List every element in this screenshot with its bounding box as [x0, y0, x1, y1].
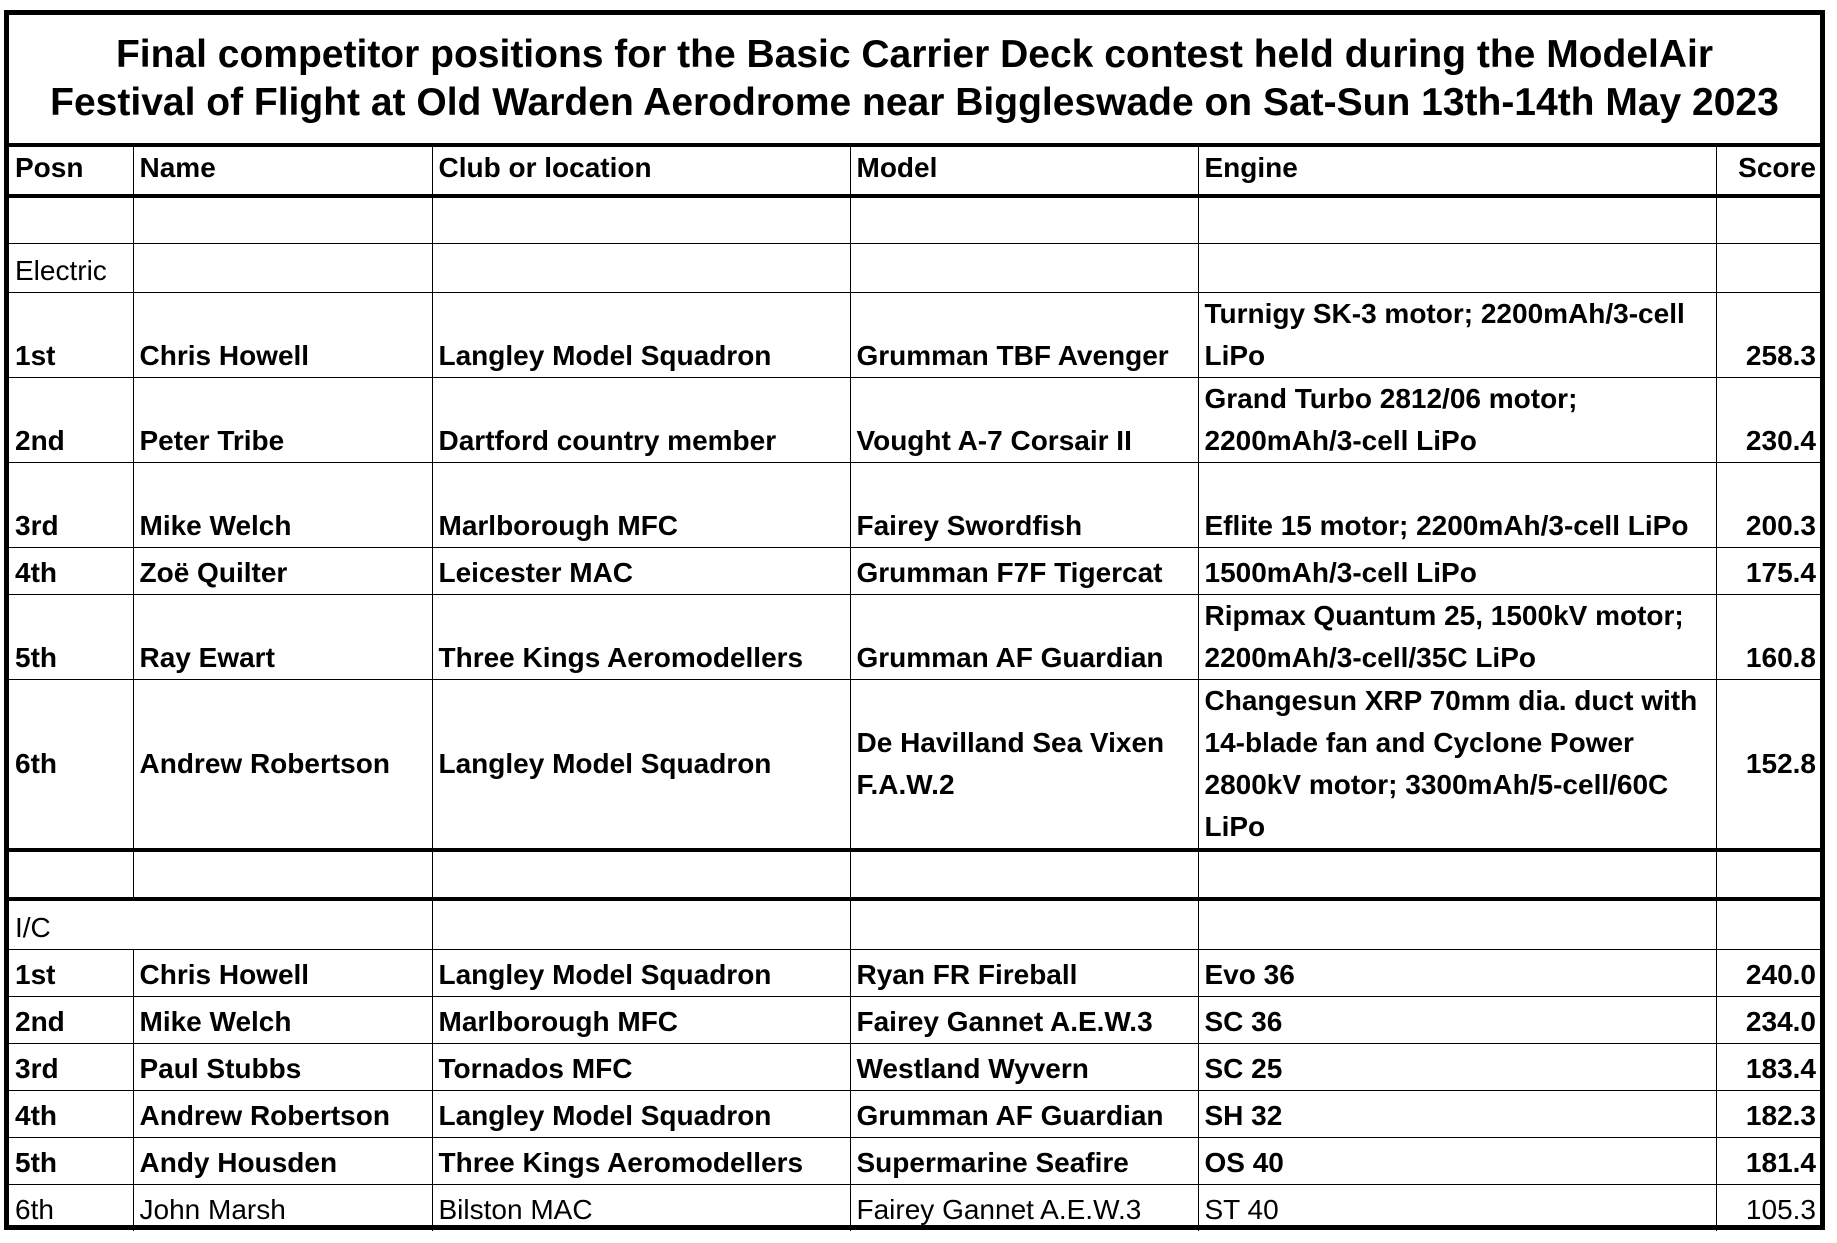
table-row [9, 1044, 1820, 1091]
section-label-electric: Electric [9, 244, 133, 293]
cell-club: Three Kings Aeromodellers [432, 595, 850, 680]
cell-name: Peter Tribe [133, 378, 432, 463]
cell-club: Three Kings Aeromodellers [432, 1138, 850, 1185]
cell-posn: 3rd [9, 1044, 133, 1091]
header-name: Name [133, 147, 432, 196]
cell-name: Paul Stubbs [133, 1044, 432, 1091]
cell-name: Chris Howell [133, 293, 432, 378]
cell-engine: Changesun XRP 70mm dia. duct with 14-blade fan and Cyclone Power 2800kV motor; 3300mAh/5-cell/60C LiPo [1198, 680, 1716, 851]
cell-model: Ryan FR Fireball [850, 950, 1198, 997]
cell-club: Marlborough MFC [432, 997, 850, 1044]
cell-score: 258.3 [1716, 293, 1820, 378]
cell-model: Grumman TBF Avenger [850, 293, 1198, 378]
table-row [9, 378, 1820, 463]
cell-posn: 4th [9, 1091, 133, 1138]
header-engine: Engine [1198, 147, 1716, 196]
cell-club: Langley Model Squadron [432, 950, 850, 997]
cell-score: 152.8 [1716, 680, 1820, 851]
cell-engine: Ripmax Quantum 25, 1500kV motor; 2200mAh/3-cell/35C LiPo [1198, 595, 1716, 680]
cell-model: Supermarine Seafire [850, 1138, 1198, 1185]
cell-engine: ST 40 [1198, 1185, 1716, 1232]
cell-engine: Eflite 15 motor; 2200mAh/3-cell LiPo [1198, 463, 1716, 548]
table-row [9, 680, 1820, 851]
table-row [9, 1185, 1820, 1232]
cell-engine: SH 32 [1198, 1091, 1716, 1138]
cell-engine: Evo 36 [1198, 950, 1716, 997]
cell-score: 230.4 [1716, 378, 1820, 463]
cell-model: Grumman AF Guardian [850, 595, 1198, 680]
page-title [9, 15, 1820, 147]
cell-name: Zoë Quilter [133, 548, 432, 595]
cell-name: Andy Housden [133, 1138, 432, 1185]
cell-score: 234.0 [1716, 997, 1820, 1044]
section-row-electric [9, 244, 1820, 293]
cell-model: Vought A-7 Corsair II [850, 378, 1198, 463]
cell-score: 181.4 [1716, 1138, 1820, 1185]
cell-model: Fairey Gannet A.E.W.3 [850, 997, 1198, 1044]
cell-club: Marlborough MFC [432, 463, 850, 548]
cell-model: Fairey Swordfish [850, 463, 1198, 548]
cell-posn: 2nd [9, 997, 133, 1044]
cell-posn: 1st [9, 950, 133, 997]
cell-club: Tornados MFC [432, 1044, 850, 1091]
cell-engine: Grand Turbo 2812/06 motor; 2200mAh/3-cell LiPo [1198, 378, 1716, 463]
spacer-row [9, 850, 1820, 899]
cell-posn: 1st [9, 293, 133, 378]
spacer-row [9, 196, 1820, 244]
table-row [9, 463, 1820, 548]
cell-posn: 5th [9, 595, 133, 680]
cell-engine: SC 25 [1198, 1044, 1716, 1091]
cell-name: Andrew Robertson [133, 1091, 432, 1138]
cell-posn: 2nd [9, 378, 133, 463]
cell-club: Langley Model Squadron [432, 293, 850, 378]
cell-club: Dartford country member [432, 378, 850, 463]
table-row [9, 1138, 1820, 1185]
cell-engine: SC 36 [1198, 997, 1716, 1044]
cell-name: Chris Howell [133, 950, 432, 997]
cell-score: 200.3 [1716, 463, 1820, 548]
header-model: Model [850, 147, 1198, 196]
cell-model: Fairey Gannet A.E.W.3 [850, 1185, 1198, 1232]
cell-name: Mike Welch [133, 997, 432, 1044]
table-row [9, 997, 1820, 1044]
cell-posn: 3rd [9, 463, 133, 548]
cell-model: Grumman F7F Tigercat [850, 548, 1198, 595]
cell-model: Grumman AF Guardian [850, 1091, 1198, 1138]
title-line-2: Festival of Flight at Old Warden Aerodrome near Biggleswade on Sat-Sun 13th-14th May 2023 [50, 81, 1779, 124]
cell-club: Bilston MAC [432, 1185, 850, 1232]
header-posn: Posn [9, 147, 133, 196]
header-score: Score [1716, 147, 1820, 196]
table-row [9, 595, 1820, 680]
results-sheet [4, 10, 1825, 1230]
cell-club: Langley Model Squadron [432, 680, 850, 851]
cell-name: Mike Welch [133, 463, 432, 548]
cell-score: 182.3 [1716, 1091, 1820, 1138]
cell-posn: 5th [9, 1138, 133, 1185]
cell-model: De Havilland Sea Vixen F.A.W.2 [850, 680, 1198, 851]
cell-score: 105.3 [1745, 1194, 1816, 1225]
section-row-ic [9, 899, 1820, 950]
section-label-ic: I/C [9, 899, 432, 950]
cell-name: Andrew Robertson [133, 680, 432, 851]
header-club: Club or location [432, 147, 850, 196]
header-row [9, 147, 1820, 196]
title-line-1: Final competitor positions for the Basic Carrier Deck contest held during the ModelAir [115, 33, 1714, 76]
cell-engine: Turnigy SK-3 motor; 2200mAh/3-cell LiPo [1198, 293, 1716, 378]
table-row [9, 293, 1820, 378]
cell-name: Ray Ewart [133, 595, 432, 680]
table-row [9, 1091, 1820, 1138]
cell-posn: 4th [9, 548, 133, 595]
cell-name: John Marsh [133, 1185, 432, 1232]
cell-posn: 6th [9, 1185, 133, 1232]
table-row [9, 548, 1820, 595]
cell-club: Langley Model Squadron [432, 1091, 850, 1138]
cell-posn: 6th [9, 680, 133, 851]
cell-engine: 1500mAh/3-cell LiPo [1198, 548, 1716, 595]
cell-score: 183.4 [1716, 1044, 1820, 1091]
cell-score: 240.0 [1716, 950, 1820, 997]
cell-club: Leicester MAC [432, 548, 850, 595]
table-row [9, 950, 1820, 997]
cell-score: 160.8 [1716, 595, 1820, 680]
cell-score: 175.4 [1716, 548, 1820, 595]
cell-model: Westland Wyvern [850, 1044, 1198, 1091]
cell-engine: OS 40 [1198, 1138, 1716, 1185]
results-table [9, 147, 1820, 1231]
